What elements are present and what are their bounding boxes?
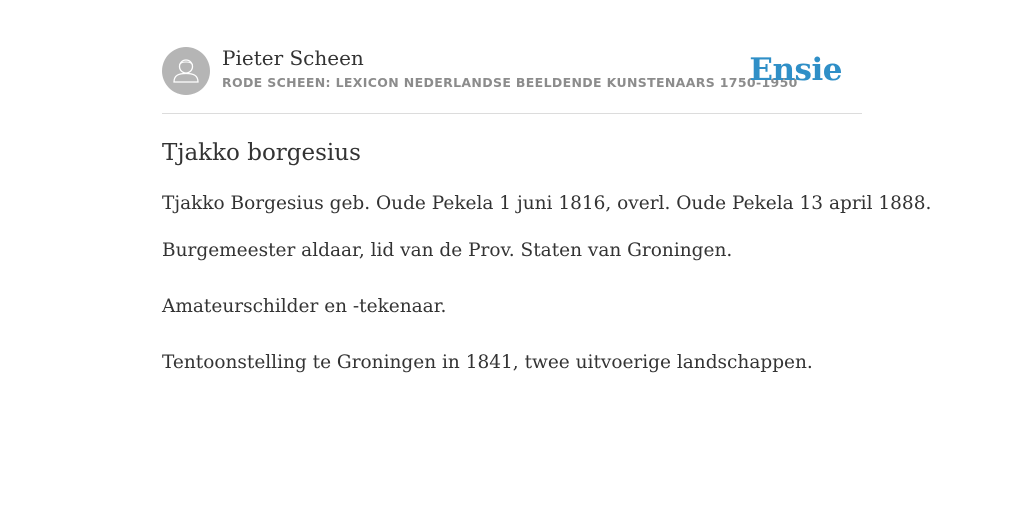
ensie-logo[interactable]: Ensie	[749, 52, 842, 88]
paragraph-exhibition: Tentoonstelling te Groningen in 1841, twee uitvoerige landschappen.	[162, 352, 813, 373]
article-title: Tjakko borgesius	[162, 140, 361, 166]
author-header	[162, 46, 862, 96]
paragraph-biography: Tjakko Borgesius geb. Oude Pekela 1 juni 1816, overl. Oude Pekela 13 april 1888.	[162, 193, 932, 214]
header-divider	[162, 113, 862, 114]
paragraph-occupation: Amateurschilder en -tekenaar.	[162, 296, 447, 317]
source-title[interactable]: RODE SCHEEN: LEXICON NEDERLANDSE BEELDENDE KUNSTENAARS 1750-1950	[222, 75, 798, 90]
user-avatar-icon[interactable]	[162, 47, 210, 95]
author-name[interactable]: Pieter Scheen	[222, 46, 364, 70]
paragraph-career: Burgemeester aldaar, lid van de Prov. Staten van Groningen.	[162, 240, 733, 261]
